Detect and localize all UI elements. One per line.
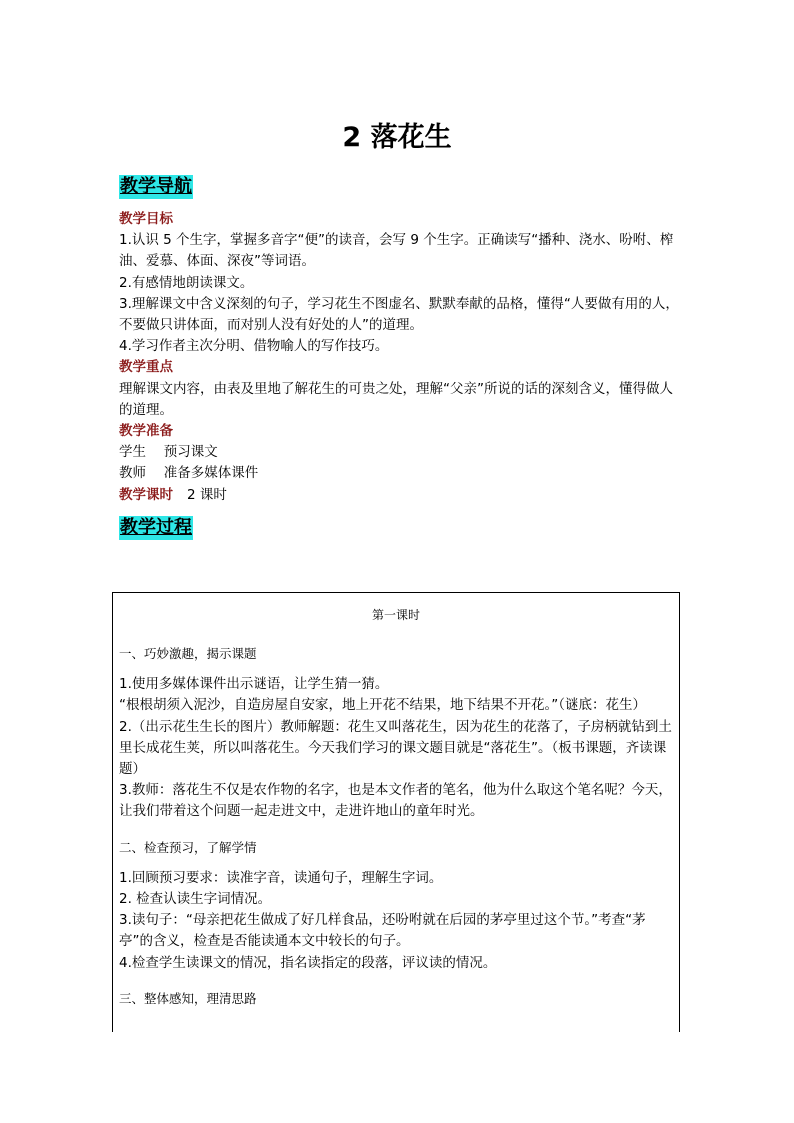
lesson-content (113, 643, 679, 1009)
key-points-heading: 教学重点 (119, 359, 173, 376)
objective-item: 1.认识 5 个生字，掌握多音字“便”的读音，会写 9 个生字。正确读写“播种、浇水、吩咐、榨油、爱慕、体面、深夜”等词语。 (119, 232, 674, 270)
step-item: 1.回顾预习要求：读准字音，读通句子，理解生字词。 (119, 869, 443, 886)
step-item: 3.读句子：“母亲把花生做成了好几样食品，还吩咐就在后园的茅亭里过这个节。”考查“茅亭”的含义，检查是否能读通本文中较长的句子。 (119, 912, 646, 950)
teaching-guide (119, 209, 679, 506)
objective-item: 4.学习作者主次分明、借物喻人的写作技巧。 (119, 338, 389, 355)
periods-value: 2 课时 (187, 486, 227, 503)
step-heading: 二、检查预习，了解学情 (119, 839, 257, 855)
preparation-heading: 教学准备 (119, 423, 173, 440)
step-item: 2. 检查认读生字词情况。 (119, 891, 272, 908)
step-item: 4.检查学生读课文的情况，指名读指定的段落，评议读的情况。 (119, 954, 497, 971)
lesson-table (112, 592, 680, 1032)
periods-heading: 教学课时 (119, 486, 173, 503)
process-heading: 教学过程 (120, 517, 192, 538)
step-heading: 三、整体感知，理清思路 (119, 990, 257, 1006)
lesson-period-title: 第一课时 (371, 608, 420, 622)
page-title: 2 落花生 (342, 122, 452, 154)
periods-line (119, 485, 679, 506)
preparation-teacher: 教师 准备多媒体课件 (119, 465, 259, 482)
objective-item: 3.理解课文中含义深刻的句子，学习花生不图虚名、默默奉献的品格，懂得“人要做有用的人，不要做只讲体面，而对别人没有好处的人”的道理。 (119, 295, 679, 334)
step-item: 1.使用多媒体课件出示谜语，让学生猜一猜。 (119, 676, 389, 693)
step-item: 3.教师：落花生不仅是农作物的名字，也是本文作者的笔名，他为什么取这个笔名呢？今天，让我们带着这个问题一起走进文中，走进许地山的童年时光。 (119, 782, 672, 820)
step-heading: 一、巧妙激趣，揭示课题 (119, 646, 257, 661)
step-item: “根根胡须入泥沙，自造房屋自安家，地上开花不结果，地下结果不开花。”（谜底：花生） (119, 697, 646, 714)
objective-item: 2.有感情地朗读课文。 (119, 274, 254, 291)
step-item: 2.（出示花生生长的图片）教师解题：花生又叫落花生，因为花生的花落了，子房柄就钻到土里长成花生荚，所以叫落花生。今天我们学习的课文题目就是“落花生”。（板书课题，齐读课题） (119, 718, 672, 778)
objectives-heading: 教学目标 (119, 211, 173, 227)
preparation-student: 学生 预习课文 (119, 444, 218, 461)
nav-heading: 教学导航 (120, 176, 192, 197)
key-points-text: 理解课文内容，由表及里地了解花生的可贵之处，理解“父亲”所说的话的深刻含义，懂得做人的道理。 (119, 380, 673, 418)
